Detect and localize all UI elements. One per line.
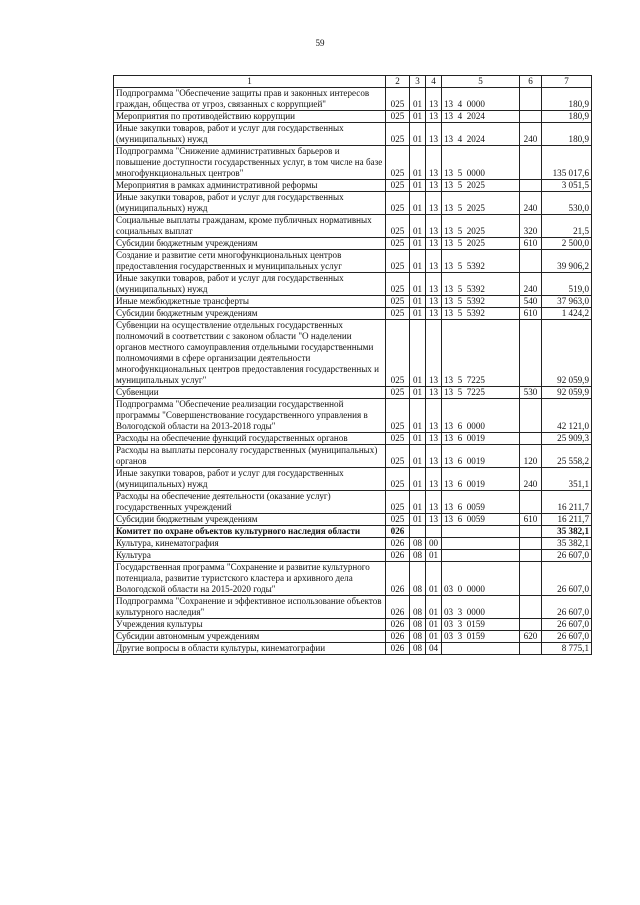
expense-type-cell: 240 (520, 468, 542, 491)
table-row (114, 491, 592, 514)
target-article-cell: 03 3 0159 (442, 619, 520, 631)
amount-cell: 25 558,2 (542, 445, 592, 468)
subsection-code-cell: 13 (426, 273, 442, 296)
expense-type-cell (520, 180, 542, 192)
subsection-code-cell: 01 (426, 550, 442, 562)
table-row (114, 562, 592, 596)
amount-cell: 351,1 (542, 468, 592, 491)
grbs-code-cell: 025 (386, 445, 410, 468)
expense-type-cell (520, 146, 542, 180)
subsection-code-cell: 13 (426, 387, 442, 399)
grbs-code-cell: 026 (386, 562, 410, 596)
amount-cell: 21,5 (542, 215, 592, 238)
table-row (114, 192, 592, 215)
table-row (114, 596, 592, 619)
section-code-cell: 01 (410, 192, 426, 215)
amount-cell: 35 382,1 (542, 526, 592, 538)
expense-type-cell (520, 550, 542, 562)
row-name-cell: Субвенции на осуществление отдельных государственных полномочий в соответствии с законом области "О наделении органов местного самоуправления отдельными государственными полномочиями в сфере организации деятельности многофункциональных центров предоставления государственных и муниципальных услуг" (114, 320, 386, 387)
table-row (114, 643, 592, 655)
expense-type-cell: 240 (520, 192, 542, 215)
section-code-cell: 01 (410, 123, 426, 146)
amount-cell: 92 059,9 (542, 387, 592, 399)
header-cell: 4 (426, 76, 442, 88)
grbs-code-cell: 025 (386, 88, 410, 111)
section-code-cell: 01 (410, 387, 426, 399)
target-article-cell: 13 4 2024 (442, 111, 520, 123)
row-name-cell: Государственная программа "Сохранение и развитие культурного потенциала, развитие туристского кластера и архивного дела Вологодской области на 2015-2020 годы" (114, 562, 386, 596)
grbs-code-cell: 025 (386, 296, 410, 308)
row-name-cell: Иные закупки товаров, работ и услуг для государственных (муниципальных) нужд (114, 273, 386, 296)
table-row (114, 320, 592, 387)
expense-type-cell: 240 (520, 123, 542, 146)
section-code-cell: 01 (410, 468, 426, 491)
expense-type-cell: 620 (520, 631, 542, 643)
row-name-cell: Иные межбюджетные трансферты (114, 296, 386, 308)
grbs-code-cell: 026 (386, 631, 410, 643)
section-code-cell: 01 (410, 215, 426, 238)
table-body (114, 88, 592, 655)
target-article-cell: 13 6 0059 (442, 514, 520, 526)
row-name-cell: Субсидии бюджетным учреждениям (114, 514, 386, 526)
amount-cell: 39 906,2 (542, 250, 592, 273)
row-name-cell: Подпрограмма "Обеспечение реализации государственной программы "Совершенствование государственного управления в Вологодской области на 2013-2018 годы" (114, 399, 386, 433)
target-article-cell: 13 5 2025 (442, 180, 520, 192)
table-row (114, 550, 592, 562)
target-article-cell: 13 6 0019 (442, 433, 520, 445)
table-row (114, 308, 592, 320)
subsection-code-cell: 13 (426, 180, 442, 192)
section-code-cell: 08 (410, 631, 426, 643)
expense-type-cell (520, 619, 542, 631)
section-code-cell: 01 (410, 238, 426, 250)
row-name-cell: Иные закупки товаров, работ и услуг для государственных (муниципальных) нужд (114, 468, 386, 491)
header-cell: 2 (386, 76, 410, 88)
grbs-code-cell: 025 (386, 308, 410, 320)
grbs-code-cell: 025 (386, 250, 410, 273)
target-article-cell: 13 5 5392 (442, 296, 520, 308)
subsection-code-cell: 13 (426, 88, 442, 111)
amount-cell: 1 424,2 (542, 308, 592, 320)
row-name-cell: Подпрограмма "Снижение административных барьеров и повышение доступности государственных услуг, в том числе на базе многофункциональных центров" (114, 146, 386, 180)
row-name-cell: Учреждения культуры (114, 619, 386, 631)
amount-cell: 180,9 (542, 123, 592, 146)
subsection-code-cell: 13 (426, 308, 442, 320)
amount-cell: 42 121,0 (542, 399, 592, 433)
subsection-code-cell: 13 (426, 192, 442, 215)
expense-type-cell: 610 (520, 238, 542, 250)
grbs-code-cell: 025 (386, 180, 410, 192)
grbs-code-cell: 025 (386, 123, 410, 146)
expense-type-cell (520, 562, 542, 596)
subsection-code-cell (426, 526, 442, 538)
row-name-cell: Подпрограмма "Обеспечение защиты прав и законных интересов граждан, общества от угроз, связанных с коррупцией" (114, 88, 386, 111)
section-code-cell: 01 (410, 445, 426, 468)
amount-cell: 135 017,6 (542, 146, 592, 180)
section-code-cell: 08 (410, 550, 426, 562)
target-article-cell: 13 6 0059 (442, 491, 520, 514)
expense-type-cell (520, 320, 542, 387)
amount-cell: 8 775,1 (542, 643, 592, 655)
grbs-code-cell: 025 (386, 320, 410, 387)
expense-type-cell (520, 88, 542, 111)
section-code-cell: 01 (410, 433, 426, 445)
subsection-code-cell: 13 (426, 111, 442, 123)
target-article-cell (442, 526, 520, 538)
section-code-cell: 01 (410, 399, 426, 433)
section-code-cell: 01 (410, 514, 426, 526)
amount-cell: 26 607,0 (542, 596, 592, 619)
subsection-code-cell: 13 (426, 491, 442, 514)
header-cell: 1 (114, 76, 386, 88)
expense-type-cell (520, 526, 542, 538)
expense-type-cell (520, 433, 542, 445)
row-name-cell: Субсидии бюджетным учреждениям (114, 238, 386, 250)
row-name-cell: Мероприятия в рамках административной реформы (114, 180, 386, 192)
row-name-cell: Культура (114, 550, 386, 562)
section-code-cell: 08 (410, 538, 426, 550)
table-row (114, 88, 592, 111)
subsection-code-cell: 00 (426, 538, 442, 550)
section-code-cell (410, 526, 426, 538)
grbs-code-cell: 025 (386, 111, 410, 123)
section-code-cell: 08 (410, 596, 426, 619)
target-article-cell: 13 5 5392 (442, 308, 520, 320)
section-code-cell: 01 (410, 180, 426, 192)
grbs-code-cell: 025 (386, 238, 410, 250)
subsection-code-cell: 13 (426, 320, 442, 387)
target-article-cell: 13 6 0019 (442, 445, 520, 468)
row-name-cell: Расходы на выплаты персоналу государственных (муниципальных) органов (114, 445, 386, 468)
expense-type-cell (520, 596, 542, 619)
amount-cell: 180,9 (542, 111, 592, 123)
row-name-cell: Мероприятия по противодействию коррупции (114, 111, 386, 123)
section-code-cell: 01 (410, 491, 426, 514)
amount-cell: 26 607,0 (542, 631, 592, 643)
subsection-code-cell: 13 (426, 433, 442, 445)
section-code-cell: 08 (410, 562, 426, 596)
target-article-cell (442, 538, 520, 550)
target-article-cell: 13 4 2024 (442, 123, 520, 146)
expense-type-cell: 530 (520, 387, 542, 399)
target-article-cell: 13 5 5392 (442, 250, 520, 273)
subsection-code-cell: 13 (426, 399, 442, 433)
table-row (114, 111, 592, 123)
grbs-code-cell: 025 (386, 387, 410, 399)
header-row (114, 76, 592, 88)
grbs-code-cell: 025 (386, 192, 410, 215)
row-name-cell: Подпрограмма "Сохранение и эффективное использование объектов культурного наследия" (114, 596, 386, 619)
grbs-code-cell: 025 (386, 215, 410, 238)
header-cell: 7 (542, 76, 592, 88)
grbs-code-cell: 026 (386, 619, 410, 631)
subsection-code-cell: 04 (426, 643, 442, 655)
subsection-code-cell: 13 (426, 215, 442, 238)
row-name-cell: Иные закупки товаров, работ и услуг для государственных (муниципальных) нужд (114, 192, 386, 215)
section-code-cell: 01 (410, 111, 426, 123)
budget-table (113, 75, 592, 655)
subsection-code-cell: 13 (426, 146, 442, 180)
grbs-code-cell: 026 (386, 526, 410, 538)
grbs-code-cell: 025 (386, 514, 410, 526)
target-article-cell: 13 5 2025 (442, 215, 520, 238)
target-article-cell: 13 5 7225 (442, 320, 520, 387)
row-name-cell: Культура, кинематография (114, 538, 386, 550)
expense-type-cell: 540 (520, 296, 542, 308)
row-name-cell: Комитет по охране объектов культурного наследия области (114, 526, 386, 538)
table-row (114, 250, 592, 273)
table-row (114, 387, 592, 399)
amount-cell: 26 607,0 (542, 550, 592, 562)
table-row (114, 631, 592, 643)
section-code-cell: 08 (410, 619, 426, 631)
header-cell: 3 (410, 76, 426, 88)
amount-cell: 3 051,5 (542, 180, 592, 192)
grbs-code-cell: 026 (386, 550, 410, 562)
target-article-cell: 13 5 2025 (442, 192, 520, 215)
section-code-cell: 01 (410, 308, 426, 320)
grbs-code-cell: 025 (386, 491, 410, 514)
table-row (114, 619, 592, 631)
row-name-cell: Расходы на обеспечение функций государственных органов (114, 433, 386, 445)
target-article-cell: 13 4 0000 (442, 88, 520, 111)
header-cell: 6 (520, 76, 542, 88)
subsection-code-cell: 13 (426, 468, 442, 491)
subsection-code-cell: 01 (426, 619, 442, 631)
subsection-code-cell: 13 (426, 514, 442, 526)
table-row (114, 399, 592, 433)
expense-type-cell (520, 538, 542, 550)
section-code-cell: 01 (410, 250, 426, 273)
subsection-code-cell: 13 (426, 238, 442, 250)
amount-cell: 519,0 (542, 273, 592, 296)
section-code-cell: 01 (410, 273, 426, 296)
table-row (114, 273, 592, 296)
amount-cell: 92 059,9 (542, 320, 592, 387)
grbs-code-cell: 025 (386, 433, 410, 445)
expense-type-cell (520, 491, 542, 514)
row-name-cell: Субсидии автономным учреждениям (114, 631, 386, 643)
table-row (114, 123, 592, 146)
grbs-code-cell: 026 (386, 643, 410, 655)
amount-cell: 2 500,0 (542, 238, 592, 250)
expense-type-cell (520, 643, 542, 655)
grbs-code-cell: 026 (386, 538, 410, 550)
row-name-cell: Создание и развитие сети многофункциональных центров предоставления государственных и муниципальных услуг (114, 250, 386, 273)
row-name-cell: Субсидии бюджетным учреждениям (114, 308, 386, 320)
target-article-cell: 13 5 5392 (442, 273, 520, 296)
amount-cell: 16 211,7 (542, 491, 592, 514)
subsection-code-cell: 13 (426, 296, 442, 308)
table-row (114, 538, 592, 550)
table-row (114, 445, 592, 468)
table-row (114, 238, 592, 250)
subsection-code-cell: 01 (426, 596, 442, 619)
expense-type-cell (520, 399, 542, 433)
expense-type-cell: 610 (520, 514, 542, 526)
expense-type-cell: 610 (520, 308, 542, 320)
grbs-code-cell: 025 (386, 468, 410, 491)
row-name-cell: Расходы на обеспечение деятельности (оказание услуг) государственных учреждений (114, 491, 386, 514)
table-row (114, 146, 592, 180)
amount-cell: 26 607,0 (542, 562, 592, 596)
row-name-cell: Другие вопросы в области культуры, кинематографии (114, 643, 386, 655)
expense-type-cell: 240 (520, 273, 542, 296)
amount-cell: 26 607,0 (542, 619, 592, 631)
expense-type-cell (520, 111, 542, 123)
row-name-cell: Субвенции (114, 387, 386, 399)
amount-cell: 180,9 (542, 88, 592, 111)
subsection-code-cell: 13 (426, 250, 442, 273)
section-code-cell: 01 (410, 320, 426, 387)
amount-cell: 530,0 (542, 192, 592, 215)
table-row (114, 215, 592, 238)
amount-cell: 37 963,0 (542, 296, 592, 308)
grbs-code-cell: 025 (386, 273, 410, 296)
table-row (114, 468, 592, 491)
section-code-cell: 01 (410, 146, 426, 180)
table-row (114, 296, 592, 308)
subsection-code-cell: 13 (426, 123, 442, 146)
target-article-cell (442, 550, 520, 562)
subsection-code-cell: 13 (426, 445, 442, 468)
target-article-cell: 13 6 0000 (442, 399, 520, 433)
target-article-cell (442, 643, 520, 655)
amount-cell: 16 211,7 (542, 514, 592, 526)
section-code-cell: 01 (410, 88, 426, 111)
target-article-cell: 03 3 0159 (442, 631, 520, 643)
section-code-cell: 08 (410, 643, 426, 655)
grbs-code-cell: 025 (386, 399, 410, 433)
subsection-code-cell: 01 (426, 631, 442, 643)
target-article-cell: 03 3 0000 (442, 596, 520, 619)
amount-cell: 25 909,3 (542, 433, 592, 445)
row-name-cell: Иные закупки товаров, работ и услуг для государственных (муниципальных) нужд (114, 123, 386, 146)
expense-type-cell: 320 (520, 215, 542, 238)
subsection-code-cell: 01 (426, 562, 442, 596)
target-article-cell: 13 5 0000 (442, 146, 520, 180)
table-row (114, 514, 592, 526)
target-article-cell: 13 5 7225 (442, 387, 520, 399)
table-row (114, 180, 592, 192)
expense-type-cell (520, 250, 542, 273)
table-row (114, 433, 592, 445)
target-article-cell: 13 5 2025 (442, 238, 520, 250)
table-row (114, 526, 592, 538)
header-cell: 5 (442, 76, 520, 88)
target-article-cell: 03 0 0000 (442, 562, 520, 596)
section-code-cell: 01 (410, 296, 426, 308)
grbs-code-cell: 026 (386, 596, 410, 619)
row-name-cell: Социальные выплаты гражданам, кроме публичных нормативных социальных выплат (114, 215, 386, 238)
grbs-code-cell: 025 (386, 146, 410, 180)
amount-cell: 35 382,1 (542, 538, 592, 550)
expense-type-cell: 120 (520, 445, 542, 468)
page-number: 59 (315, 38, 325, 48)
target-article-cell: 13 6 0019 (442, 468, 520, 491)
